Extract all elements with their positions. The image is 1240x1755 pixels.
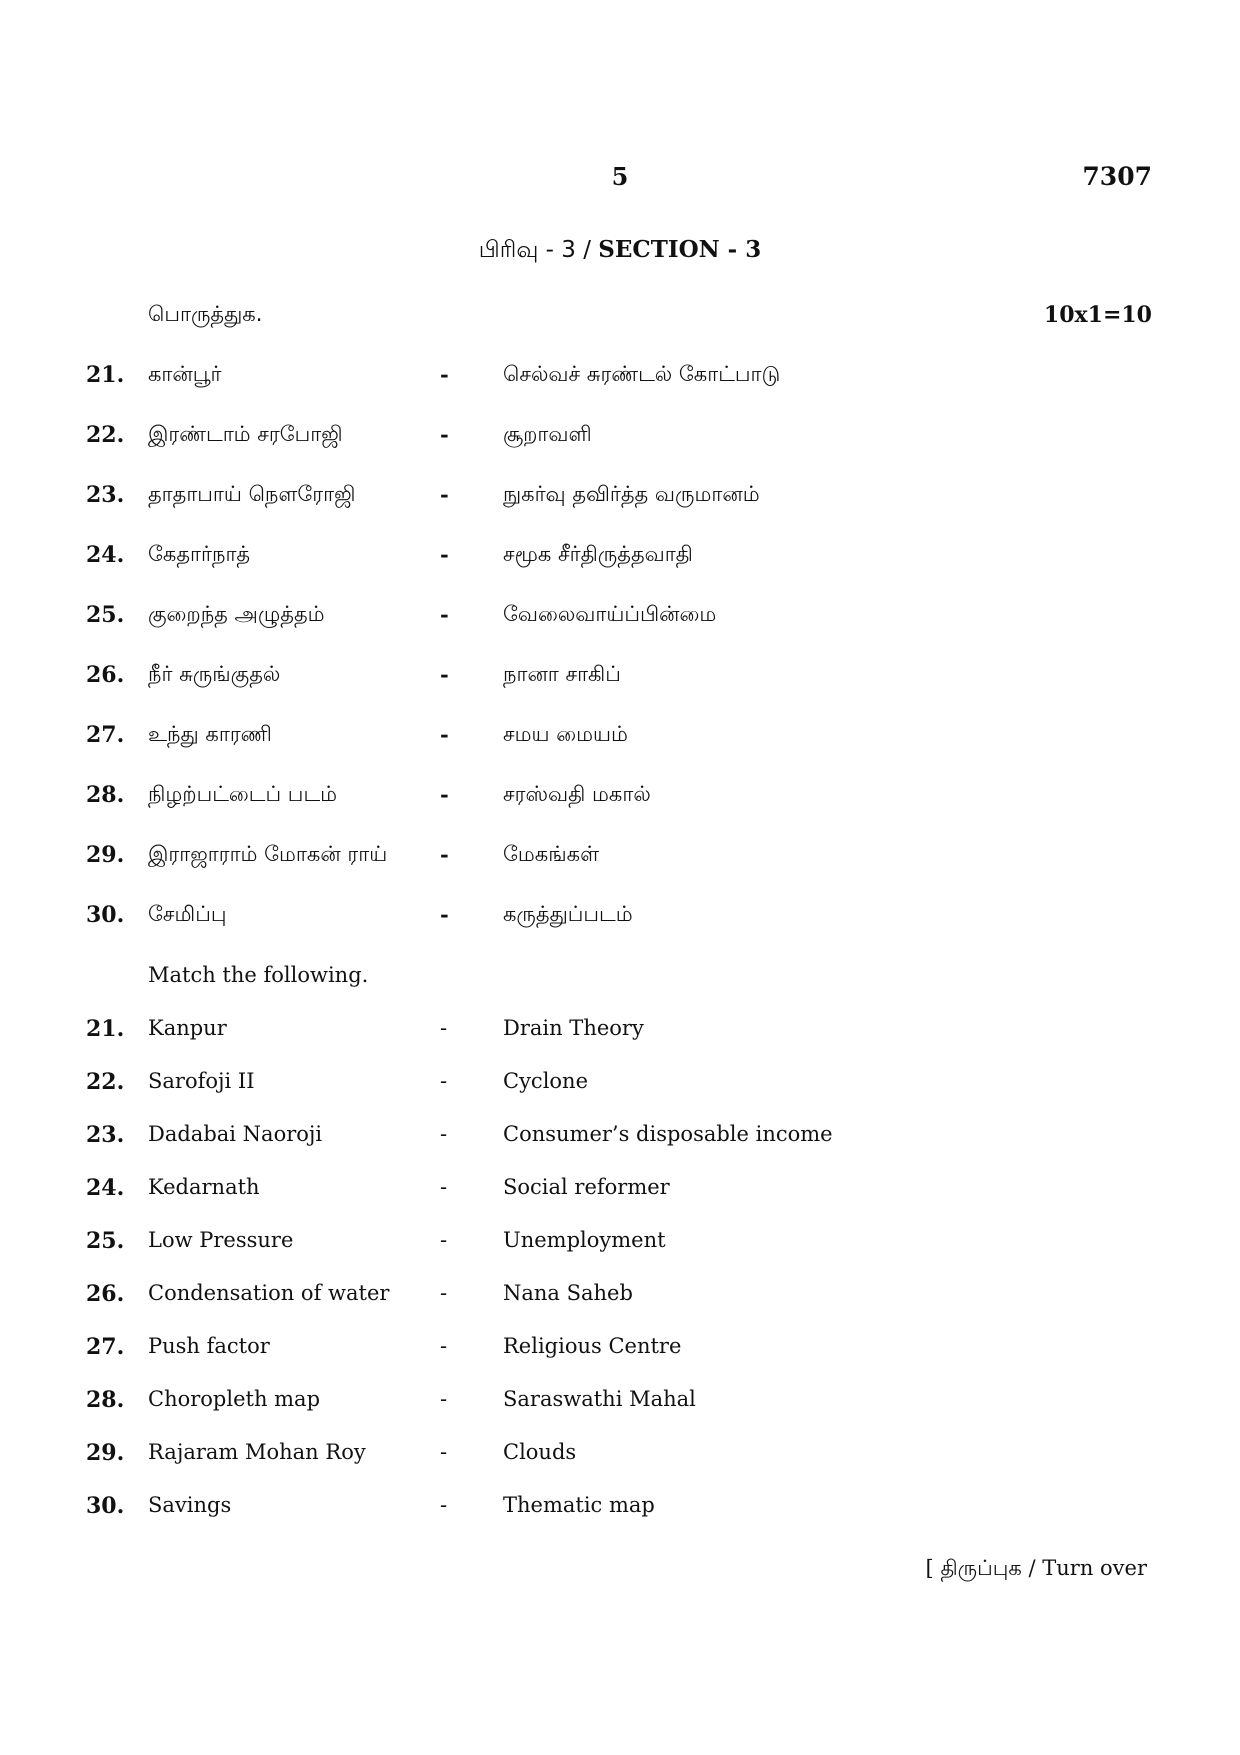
dash-separator: - [440,1440,448,1464]
dash-separator: - [440,1069,448,1093]
left-term: சேமிப்பு [148,902,227,926]
question-number: 29. [86,842,125,868]
dash-separator: - [440,782,449,807]
match-row [0,1122,1240,1162]
question-number: 24. [86,1175,125,1201]
left-term: கேதார்நாத் [148,542,251,566]
right-term: சரஸ்வதி மகால் [503,782,651,806]
dash-separator: - [440,1122,448,1146]
left-term: குறைந்த அழுத்தம் [148,602,325,626]
match-row [0,1334,1240,1374]
left-term: Sarofoji II [148,1069,255,1093]
dash-separator: - [440,1175,448,1199]
dash-separator: - [440,902,449,927]
left-term: Push factor [148,1334,270,1358]
match-row [0,1493,1240,1533]
match-row [0,1175,1240,1215]
right-term: வேலைவாய்ப்பின்மை [503,602,717,626]
dash-separator: - [440,1334,448,1358]
right-term: சமய மையம் [503,722,628,746]
question-number: 23. [86,1122,125,1148]
right-term: சூறாவளி [503,422,592,446]
dash-separator: - [440,662,449,687]
right-term: Social reformer [503,1175,670,1199]
question-number: 26. [86,662,125,688]
question-number: 23. [86,482,125,508]
left-term: Low Pressure [148,1228,294,1252]
right-term: செல்வச் சுரண்டல் கோட்பாடு [503,362,781,386]
match-row [0,842,1240,882]
left-term: இரண்டாம் சரபோஜி [148,422,343,446]
instruction-english: Match the following. [148,963,369,987]
section-title-tamil: பிரிவு - 3 / [478,237,591,263]
question-number: 24. [86,542,125,568]
footer-separator: / [1028,1556,1036,1580]
dash-separator: - [440,362,449,387]
dash-separator: - [440,1016,448,1040]
match-row [0,902,1240,942]
right-term: Nana Saheb [503,1281,633,1305]
right-term: சமூக சீர்திருத்தவாதி [503,542,693,566]
right-term: Religious Centre [503,1334,682,1358]
left-term: Kanpur [148,1016,227,1040]
right-term: நானா சாகிப் [503,662,621,686]
match-row [0,1387,1240,1427]
left-term: இராஜாராம் மோகன் ராய் [148,842,388,866]
question-number: 30. [86,1493,125,1519]
right-term: மேகங்கள் [503,842,600,866]
dash-separator: - [440,422,449,447]
question-number: 25. [86,602,125,628]
right-term: Clouds [503,1440,577,1464]
dash-separator: - [440,842,449,867]
match-row [0,662,1240,702]
page-number: 5 [611,162,629,191]
question-number: 27. [86,722,125,748]
paper-code: 7307 [1082,162,1152,191]
dash-separator: - [440,722,449,747]
match-row [0,782,1240,822]
question-number: 21. [86,362,125,388]
footer-bracket: [ [925,1556,934,1580]
question-number: 28. [86,782,125,808]
right-term: நுகர்வு தவிர்த்த வருமானம் [503,482,760,506]
turn-over-note [926,1556,1147,1583]
dash-separator: - [440,482,449,507]
dash-separator: - [440,1387,448,1411]
right-term: Cyclone [503,1069,589,1093]
dash-separator: - [440,1228,448,1252]
match-row [0,482,1240,522]
right-term: Drain Theory [503,1016,644,1040]
left-term: உந்து காரணி [148,722,272,746]
question-number: 22. [86,422,125,448]
dash-separator: - [440,1281,448,1305]
left-term: தாதாபாய் நௌரோஜி [148,482,356,506]
right-term: Saraswathi Mahal [503,1387,696,1411]
match-row [0,362,1240,402]
right-term: கருத்துப்படம் [503,902,633,926]
left-term: நீர் சுருங்குதல் [148,662,281,686]
question-number: 29. [86,1440,125,1466]
question-number: 21. [86,1016,125,1042]
right-term: Thematic map [503,1493,655,1517]
left-term: Savings [148,1493,232,1517]
match-row [0,1281,1240,1321]
dash-separator: - [440,542,449,567]
marks-allocation: 10x1=10 [1043,302,1152,328]
section-title-english: SECTION - 3 [598,236,762,263]
question-number: 25. [86,1228,125,1254]
question-number: 28. [86,1387,125,1413]
question-number: 22. [86,1069,125,1095]
match-row [0,422,1240,462]
dash-separator: - [440,602,449,627]
left-term: Choropleth map [148,1387,321,1411]
match-row [0,602,1240,642]
section-title [0,236,1240,266]
left-term: Rajaram Mohan Roy [148,1440,366,1464]
left-term: Condensation of water [148,1281,390,1305]
left-term: Kedarnath [148,1175,260,1199]
match-row [0,1069,1240,1109]
question-number: 27. [86,1334,125,1360]
match-row [0,1228,1240,1268]
left-term: நிழற்பட்டைப் படம் [148,782,338,806]
right-term: Unemployment [503,1228,666,1252]
question-number: 26. [86,1281,125,1307]
right-term: Consumer’s disposable income [503,1122,833,1146]
match-row [0,722,1240,762]
match-row [0,1440,1240,1480]
dash-separator: - [440,1493,448,1517]
question-number: 30. [86,902,125,928]
match-row [0,1016,1240,1056]
turn-over-tamil: திருப்புக [940,1556,1022,1580]
left-term: கான்பூர் [148,362,222,386]
turn-over-english: Turn over [1042,1556,1147,1580]
match-row [0,542,1240,582]
left-term: Dadabai Naoroji [148,1122,323,1146]
instruction-tamil: பொருத்துக. [148,302,263,326]
